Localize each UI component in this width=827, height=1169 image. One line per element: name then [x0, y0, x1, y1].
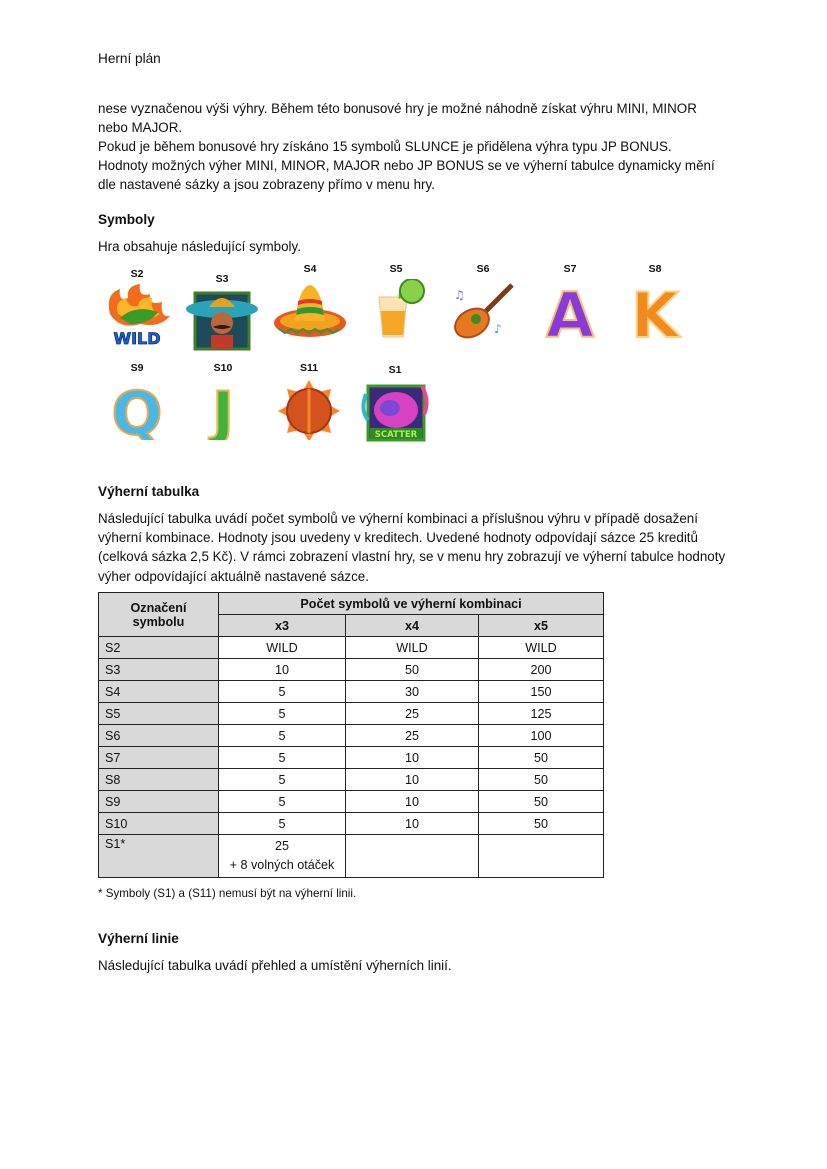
row-symbol: S8: [99, 769, 219, 791]
paytable: [98, 592, 604, 878]
symbol-label: S11: [299, 362, 319, 374]
symbols-intro: Hra obsahuje následující symboly.: [98, 239, 301, 254]
table-row: [99, 637, 604, 659]
page-header: Herní plán: [98, 51, 161, 66]
svg-text:♫: ♫: [454, 288, 465, 302]
symbol-label: S1: [388, 364, 402, 376]
symbol-label: S5: [389, 263, 403, 275]
symbol-s1: [355, 364, 435, 442]
row-symbol: S5: [99, 703, 219, 725]
table-row: [99, 681, 604, 703]
cell-x4: 50: [346, 659, 479, 681]
col-header-group: Počet symbolů ve výherní kombinaci: [219, 593, 604, 615]
cell-x5: [479, 835, 604, 878]
row-symbol: S9: [99, 791, 219, 813]
paytable-heading: Výherní tabulka: [98, 484, 200, 499]
row-symbol: S2: [99, 637, 219, 659]
row-symbol: S4: [99, 681, 219, 703]
sun-icon: [272, 378, 346, 440]
cell-x5: 50: [479, 769, 604, 791]
paytable-footnote: * Symboly (S1) a (S11) nemusí být na výherní linii.: [98, 887, 357, 900]
cell-x3-extra: + 8 volných otáček: [229, 858, 335, 872]
cell-x3: WILD: [219, 637, 346, 659]
cell-x5: 50: [479, 747, 604, 769]
symbol-label: S9: [130, 362, 144, 374]
table-row: [99, 813, 604, 835]
mariachi-man-icon: [185, 289, 259, 351]
cell-x3: 5: [219, 703, 346, 725]
paytable-intro: Následující tabulka uvádí počet symbolů ve výherní kombinaci a příslušnou výhru v případě dosažení výherní kombinace. Hodnoty jsou uvedeny v kreditech. Uvedené hodnoty odpovídají sázce 25 kreditů (celková sázka 2,5 Kč). V rámci zobrazení vlastní hry, se v menu hry zobrazují ve výherní tabulce hodnoty výher odpovídající aktuálně nastavené sázce.: [98, 511, 726, 584]
cell-x4: 25: [346, 725, 479, 747]
table-row: [99, 725, 604, 747]
lines-heading: Výherní linie: [98, 931, 179, 946]
cell-x4: [346, 835, 479, 878]
cell-x4: 25: [346, 703, 479, 725]
intro-paragraph-1: nese vyznačenou výši výhry. Během této bonusové hry je možné náhodně získat výhru MINI, MINOR nebo MAJOR.: [98, 101, 697, 136]
cell-x4: 30: [346, 681, 479, 703]
intro-paragraph-2: Pokud je během bonusové hry získáno 15 symbolů SLUNCE je přidělena výhra typu JP BONUS.: [98, 139, 672, 154]
symbol-s9: [97, 362, 177, 440]
symbol-label: S3: [215, 273, 229, 285]
table-row: [99, 791, 604, 813]
intro-paragraph-3: Hodnoty možných výher MINI, MINOR, MAJOR nebo JP BONUS se ve výherní tabulce dynamicky mění dle nastavené sázky a jsou zobrazeny přímo v menu hry.: [98, 158, 715, 193]
row-symbol: S1*: [99, 835, 219, 878]
cell-x5: 50: [479, 791, 604, 813]
cell-x5: 200: [479, 659, 604, 681]
svg-text:J: J: [211, 379, 235, 440]
symbol-s5: [356, 263, 436, 341]
symbol-s4: [270, 263, 350, 341]
symbol-s2: [97, 268, 177, 346]
tequila-lime-icon: [359, 279, 433, 341]
cell-x3: 5: [219, 769, 346, 791]
cell-x3: 5: [219, 813, 346, 835]
symbol-label: S2: [130, 268, 144, 280]
table-row: [99, 769, 604, 791]
cell-x5: WILD: [479, 637, 604, 659]
cell-x5: 50: [479, 813, 604, 835]
cell-x3: [219, 835, 346, 878]
cell-x3: 5: [219, 791, 346, 813]
col-header-x4: x4: [346, 615, 479, 637]
svg-text:♪: ♪: [494, 322, 502, 336]
symbols-heading: Symboly: [98, 212, 155, 227]
table-row: [99, 747, 604, 769]
wild-chili-icon: [100, 284, 174, 346]
svg-text:SCATTER: SCATTER: [374, 430, 418, 440]
letter-k-icon: [618, 279, 692, 341]
cell-x3: 5: [219, 747, 346, 769]
symbol-label: S10: [213, 362, 233, 374]
guitar-icon: [446, 279, 520, 341]
symbol-s10: [183, 362, 263, 440]
table-row: [99, 703, 604, 725]
cell-x4: 10: [346, 813, 479, 835]
symbol-label: S7: [563, 263, 577, 275]
table-row: [99, 659, 604, 681]
cell-x3-value: 25: [274, 839, 289, 853]
symbol-label: S6: [476, 263, 490, 275]
symbol-s11: [269, 362, 349, 440]
cell-x4: 10: [346, 747, 479, 769]
letter-j-icon: [186, 378, 260, 440]
row-symbol: S6: [99, 725, 219, 747]
col-header-symbol: Označení symbolu: [99, 593, 219, 637]
cell-x5: 125: [479, 703, 604, 725]
scatter-pinata-icon: [358, 380, 432, 442]
svg-text:K: K: [630, 279, 680, 341]
symbol-s8: [615, 263, 695, 341]
cell-x4: 10: [346, 791, 479, 813]
symbol-s3: [182, 273, 262, 351]
lines-intro: Následující tabulka uvádí přehled a umístění výherních linií.: [98, 958, 452, 973]
row-symbol: S10: [99, 813, 219, 835]
cell-x3: 10: [219, 659, 346, 681]
letter-q-icon: [100, 378, 174, 440]
row-symbol: S7: [99, 747, 219, 769]
svg-text:Q: Q: [111, 379, 163, 440]
cell-x5: 150: [479, 681, 604, 703]
svg-text:WILD: WILD: [113, 329, 161, 346]
row-symbol: S3: [99, 659, 219, 681]
svg-text:A: A: [546, 279, 594, 341]
col-header-x3: x3: [219, 615, 346, 637]
symbol-s6: [443, 263, 523, 341]
cell-x4: WILD: [346, 637, 479, 659]
cell-x4: 10: [346, 769, 479, 791]
letter-a-icon: [533, 279, 607, 341]
sombrero-icon: [273, 279, 347, 341]
table-row: [99, 835, 604, 878]
symbol-label: S4: [303, 263, 317, 275]
cell-x5: 100: [479, 725, 604, 747]
col-header-x5: x5: [479, 615, 604, 637]
symbol-label: S8: [648, 263, 662, 275]
symbol-s7: [530, 263, 610, 341]
cell-x3: 5: [219, 725, 346, 747]
cell-x3: 5: [219, 681, 346, 703]
